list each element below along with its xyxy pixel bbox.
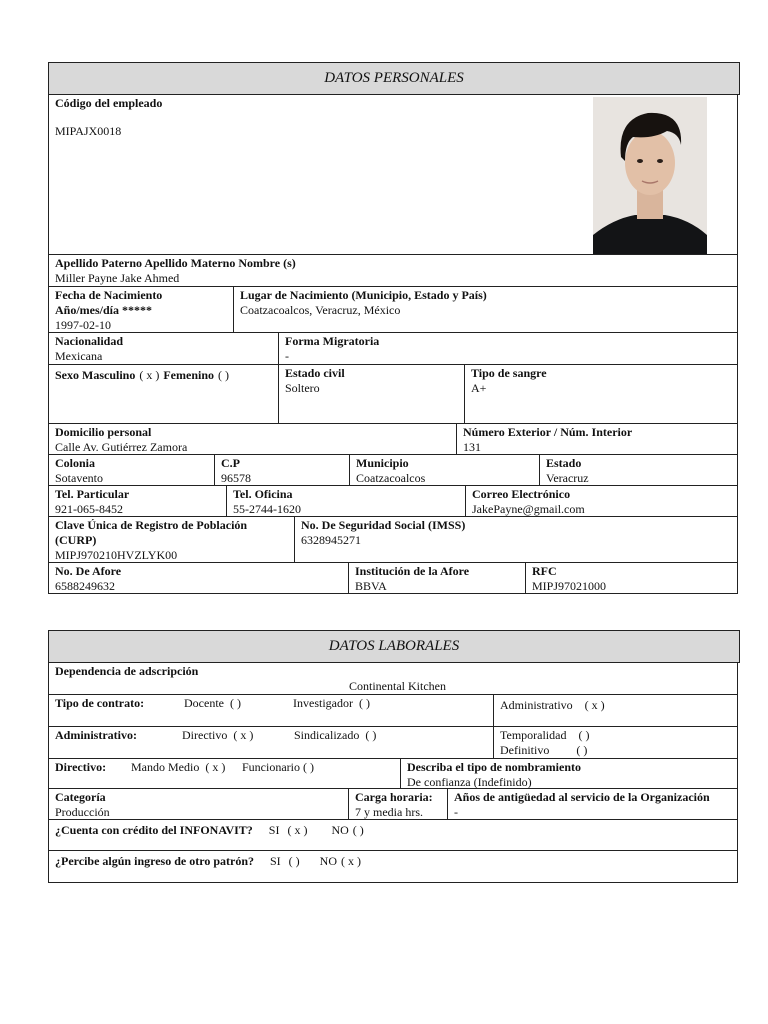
- municipality-label: Municipio: [356, 456, 409, 470]
- other-income-no-mark: ( x ): [341, 854, 362, 868]
- sex-cell: [49, 365, 279, 423]
- hours-label: Carga horaria:: [355, 790, 433, 804]
- infonavit-cell: [49, 820, 739, 850]
- cp-cell: [214, 455, 350, 485]
- admin-row: [48, 727, 738, 759]
- state-value: Veracruz: [546, 471, 589, 485]
- infonavit-no-label: NO: [331, 823, 349, 837]
- other-income-si-mark: ( ): [288, 854, 300, 868]
- seniority-label: Años de antigüedad al servicio de la Organización: [454, 790, 710, 804]
- name-cell: [49, 255, 739, 286]
- contract-label: Tipo de contrato:: [55, 696, 145, 710]
- other-income-si-label: SI: [270, 854, 281, 868]
- phone-label: Tel. Particular: [55, 487, 130, 501]
- investigador-label: Investigador: [293, 696, 353, 710]
- curp-label: Clave Única de Registro de Población (CURP): [55, 518, 248, 547]
- sex-female-label: Femenino: [163, 368, 215, 382]
- infonavit-si-label: SI: [268, 823, 280, 837]
- employee-code-value: MIPAJX0018: [55, 124, 122, 138]
- administrativo-cell: [493, 695, 739, 726]
- ext-num-cell: [456, 424, 739, 454]
- ext-num-label: Número Exterior / Núm. Interior: [463, 425, 633, 439]
- temporality-cell: [493, 727, 739, 758]
- phone-cell: [49, 486, 227, 516]
- sex-male-mark: ( x ): [139, 368, 160, 382]
- hours-value: 7 y media hrs.: [355, 805, 423, 819]
- administrativo-option: [500, 698, 605, 712]
- curp-cell: [49, 517, 295, 562]
- address-cell: [49, 424, 457, 454]
- dependency-value: Continental Kitchen: [349, 679, 446, 693]
- infonavit-no-mark: ( ): [352, 823, 364, 837]
- phone-row: [48, 486, 738, 517]
- docente-label: Docente: [184, 696, 224, 710]
- office-value: 55-2744-1620: [233, 502, 301, 516]
- infonavit-si-mark: ( x ): [287, 823, 308, 837]
- dependency-label: Dependencia de adscripción: [55, 664, 199, 678]
- birth-place-value: Coatzacoalcos, Veracruz, México: [240, 303, 401, 317]
- other-income-row: [48, 851, 738, 883]
- ext-num-value: 131: [463, 440, 481, 454]
- contract-cell: [49, 695, 494, 726]
- imss-cell: [294, 517, 739, 562]
- category-row: [48, 789, 738, 820]
- cp-label: C.P: [221, 456, 240, 470]
- birth-date-format: Año/mes/día *****: [55, 303, 153, 317]
- civil-cell: [278, 365, 465, 423]
- birth-date-label: Fecha de Nacimiento: [55, 288, 163, 302]
- appointment-label: Describa el tipo de nombramiento: [407, 760, 581, 774]
- infonavit-label: ¿Cuenta con crédito del INFONAVIT?: [55, 823, 253, 837]
- imss-label: No. De Seguridad Social (IMSS): [301, 518, 466, 532]
- dependency-cell: [49, 663, 739, 694]
- email-label: Correo Electrónico: [472, 487, 571, 501]
- address-label: Domicilio personal: [55, 425, 152, 439]
- personal-data-title: DATOS PERSONALES: [48, 62, 740, 95]
- sex-civil-blood-row: [48, 365, 738, 424]
- temporalidad-mark: ( ): [578, 728, 590, 742]
- administrativo-mark: ( x ): [584, 698, 605, 712]
- labor-data-title: DATOS LABORALES: [48, 630, 740, 663]
- appointment-cell: [400, 759, 739, 788]
- appointment-value: De confianza (Indefinido): [407, 775, 532, 789]
- office-cell: [226, 486, 466, 516]
- admin-cell: [49, 727, 494, 758]
- address-row: [48, 424, 738, 455]
- other-income-no-label: NO: [319, 854, 338, 868]
- employee-code-row: [48, 95, 738, 255]
- seniority-cell: [447, 789, 739, 819]
- imss-value: 6328945271: [301, 533, 361, 547]
- hours-cell: [348, 789, 448, 819]
- mando-medio-mark: ( x ): [205, 760, 226, 774]
- blood-cell: [464, 365, 739, 423]
- rfc-value: MIPJ97021000: [532, 579, 607, 593]
- temporalidad-label: Temporalidad: [500, 728, 567, 742]
- sex-label: Sexo Masculino: [55, 368, 136, 382]
- afore-label: No. De Afore: [55, 564, 122, 578]
- directivo-option: [182, 728, 253, 743]
- phone-value: 921-065-8452: [55, 502, 123, 516]
- investigador-option: [293, 696, 370, 711]
- colony-row: [48, 455, 738, 486]
- employee-photo: [593, 97, 707, 254]
- seniority-value: -: [454, 805, 458, 819]
- category-cell: [49, 789, 349, 819]
- docente-mark: ( ): [229, 696, 241, 710]
- address-value: Calle Av. Gutiérrez Zamora: [55, 440, 188, 454]
- directivo-label: Directivo: [182, 728, 228, 742]
- name-value: Miller Payne Jake Ahmed: [55, 271, 180, 285]
- colony-label: Colonia: [55, 456, 96, 470]
- rfc-label: RFC: [532, 564, 557, 578]
- afore-value: 6588249632: [55, 579, 115, 593]
- name-label: Apellido Paterno Apellido Materno Nombre (s): [55, 256, 296, 270]
- migratory-value: -: [285, 349, 289, 363]
- other-income-label: ¿Percibe algún ingreso de otro patrón?: [55, 854, 254, 868]
- curp-value: MIPJ970210HVZLYK00: [55, 548, 178, 562]
- employee-code-label: Código del empleado: [55, 96, 163, 110]
- nationality-cell: [49, 333, 279, 364]
- directivo-mark: ( x ): [233, 728, 254, 742]
- curp-row: [48, 517, 738, 563]
- civil-label: Estado civil: [285, 366, 345, 380]
- temporalidad-option: [500, 728, 733, 743]
- afore-institution-value: BBVA: [355, 579, 387, 593]
- birth-row: [48, 287, 738, 333]
- sindicalizado-mark: ( ): [365, 728, 377, 742]
- state-label: Estado: [546, 456, 582, 470]
- colony-value: Sotavento: [55, 471, 103, 485]
- migratory-cell: [278, 333, 739, 364]
- nationality-label: Nacionalidad: [55, 334, 124, 348]
- office-label: Tel. Oficina: [233, 487, 293, 501]
- afore-row: [48, 563, 738, 594]
- admin-label: Administrativo:: [55, 728, 137, 742]
- directivo-label-main: Directivo:: [55, 760, 107, 774]
- sex-female-mark: ( ): [218, 368, 230, 382]
- civil-value: Soltero: [285, 381, 320, 395]
- state-cell: [539, 455, 739, 485]
- blood-label: Tipo de sangre: [471, 366, 547, 380]
- nationality-value: Mexicana: [55, 349, 103, 363]
- rfc-cell: [525, 563, 739, 593]
- email-value: JakePayne@gmail.com: [472, 502, 585, 516]
- birth-date-value: 1997-02-10: [55, 318, 111, 332]
- email-cell: [465, 486, 739, 516]
- definitivo-label: Definitivo: [500, 743, 550, 757]
- funcionario-mark: ( ): [303, 760, 314, 774]
- municipality-value: Coatzacoalcos: [356, 471, 426, 485]
- cp-value: 96578: [221, 471, 251, 485]
- category-value: Producción: [55, 805, 110, 819]
- birth-place-cell: [233, 287, 739, 332]
- contract-row: [48, 695, 738, 727]
- other-income-cell: [49, 851, 739, 882]
- afore-institution-cell: [348, 563, 526, 593]
- colony-cell: [49, 455, 215, 485]
- docente-option: [184, 696, 241, 711]
- mando-medio-option: [131, 760, 225, 775]
- blood-value: A+: [471, 381, 487, 395]
- funcionario-label: Funcionario: [242, 760, 300, 774]
- birth-place-label: Lugar de Nacimiento (Municipio, Estado y País): [240, 288, 487, 302]
- administrativo-label: Administrativo: [500, 698, 573, 712]
- definitivo-mark: ( ): [576, 743, 588, 757]
- nationality-row: [48, 333, 738, 365]
- migratory-label: Forma Migratoria: [285, 334, 380, 348]
- infonavit-row: [48, 820, 738, 851]
- sindicalizado-label: Sindicalizado: [294, 728, 360, 742]
- dependency-row: [48, 663, 738, 695]
- directivo-row: [48, 759, 738, 789]
- name-row: [48, 255, 738, 287]
- mando-medio-label: Mando Medio: [131, 760, 200, 774]
- birth-date-cell: [49, 287, 234, 332]
- investigador-mark: ( ): [358, 696, 370, 710]
- category-label: Categoría: [55, 790, 106, 804]
- definitivo-option: [500, 743, 733, 758]
- sindicalizado-option: [294, 728, 376, 743]
- funcionario-option: [242, 760, 314, 775]
- afore-cell: [49, 563, 349, 593]
- directivo-cell: [49, 759, 401, 788]
- afore-institution-label: Institución de la Afore: [355, 564, 470, 578]
- municipality-cell: [349, 455, 540, 485]
